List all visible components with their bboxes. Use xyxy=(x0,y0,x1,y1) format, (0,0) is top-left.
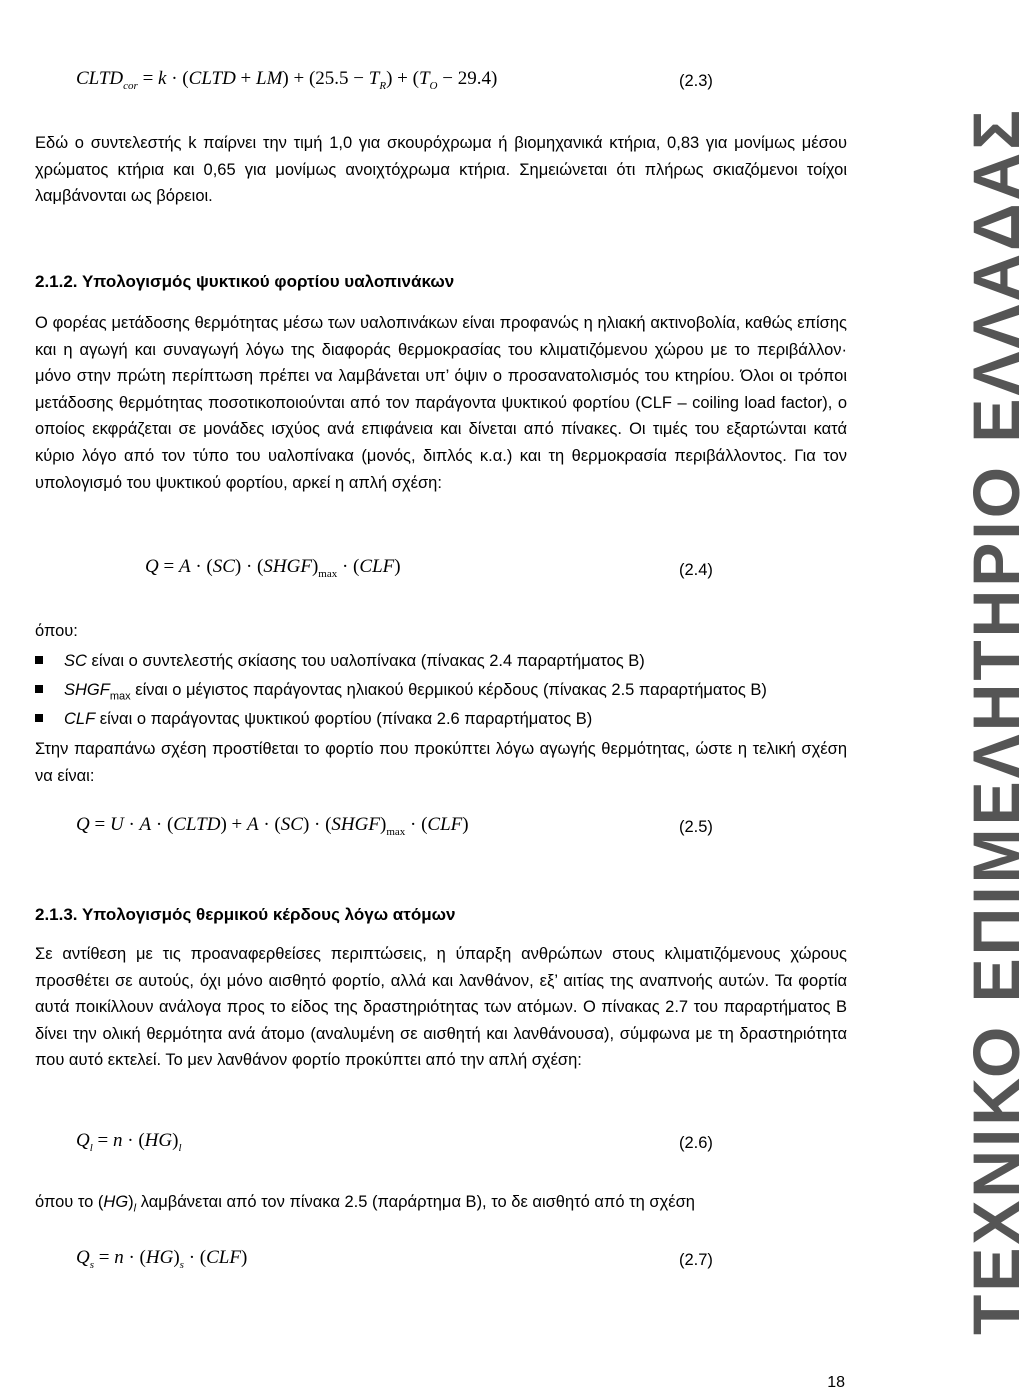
side-banner: ΤΕΧΝΙΚΟ ΕΠΙΜΕΛΗΤΗΡΙΟ ΕΛΛΑΔΑΣ xyxy=(959,107,1033,1335)
bullet-square-icon xyxy=(35,685,43,693)
equation-2-5: Q = U · A · (CLTD) + $A \cdot (SC) \cdot (SHGF)_{max} \cdot (CLF)$ xyxy=(76,814,469,838)
page-number: 18 xyxy=(827,1374,845,1391)
bullet-square-icon xyxy=(35,714,43,722)
section-heading: 2.1.3. Υπολογισμός θερμικού κέρδους λόγω ατόμων xyxy=(35,905,456,924)
equation-number: (2.7) xyxy=(679,1251,713,1269)
section-heading: 2.1.2. Υπολογισμός ψυκτικού φορτίου υαλοπινάκων xyxy=(35,272,455,291)
where-label: όπου: xyxy=(35,622,78,640)
equation-2-3: $CLTD_{cor} = k$ · (CLTD + $LM) + (25.5 - T_R) + (T_O - 29.4)$ xyxy=(76,68,498,92)
list-item: SC είναι ο συντελεστής σκίασης του υαλοπίνακα (πίνακας 2.4 παραρτήματος Β) xyxy=(35,652,645,671)
list-item: CLF είναι ο παράγοντας ψυκτικού φορτίου (πίνακα 2.6 παραρτήματος Β) xyxy=(35,710,592,729)
list-item: $SHGF_{max}$ είναι ο μέγιστος παράγοντας ηλιακού θερμικού κέρδους (πίνακας 2.5 παραρτήματος Β) xyxy=(35,681,767,702)
equation-number: (2.3) xyxy=(679,72,713,90)
paragraph: Στην παραπάνω σχέση προστίθεται το φορτίο που προκύπτει λόγω αγωγής θερμότητας, ώστε η τελική σχέση να είναι: xyxy=(35,740,847,785)
equation-2-6: $Q_l = n \cdot (HG)_l$ xyxy=(76,1130,182,1154)
equation-number: (2.6) xyxy=(679,1134,713,1152)
equation-number: (2.4) xyxy=(679,561,713,579)
paragraph: Ο φορέας μετάδοσης θερμότητας μέσω των υαλοπινάκων είναι προφανώς η ηλιακή ακτινοβολία, καθώς επίσης και η αγωγή και συναγωγή λόγω της διαφοράς θερμοκρασίας του κλιματιζόμενου χώρου με το περιβάλλον· μόνο στην πρώτη περίπτωση πρέπει να λαμβάνεται υπ’ όψιν ο προσανατολισμός του κτηρίου. Όλοι οι τρόποι μετάδοσης θερμότητας ποσοτικοποιούνται από τον παράγοντα ψυκτικού φορτίου (CLF – coiling load factor), ο οποίος εκφράζεται σε μονάδες ισχύος ανά επιφάνεια και δίνεται από πίνακες. Οι τιμές του εξαρτώνται κατά κύριο λόγο από τον τύπο του υαλοπίνακα (μονός, διπλός κ.α.) και τη θερμοκρασία περιβάλλοντος. Για τον υπολογισμό του ψυκτικού φορτίου, αρκεί η απλή σχέση: xyxy=(35,314,847,492)
paragraph: Σε αντίθεση με τις προαναφερθείσες περιπτώσεις, η ύπαρξη ανθρώπων στους κλιματιζόμενους χώρους προσθέτει σε αυτούς, όχι μόνο αισθητό φορτίο, αλλά και λανθάνον, εξ’ αιτίας της αναπνοής αυτών. Τα φορτία αυτά ποικίλλουν ανάλογα προς το είδος της δραστηριότητας των ατόμων. Ο πίνακας 2.7 του παραρτήματος Β δίνει την ολική θερμότητα ανά άτομο (αναλυμένη σε αισθητή και λανθάνουσα), σύμφωνα με τη δραστηριότητα που αυτό εκτελεί. Το μεν λανθάνον φορτίο προκύπτει από την απλή σχέση: xyxy=(35,945,847,1070)
bullet-square-icon xyxy=(35,656,43,664)
equation-2-4: $Q = A \cdot (SC) \cdot (SHGF)_{max} \cdot (CLF)$ xyxy=(145,556,401,580)
equation-2-7: $Q_s = n \cdot (HG)_s \cdot (CLF)$ xyxy=(76,1247,248,1271)
paragraph: Εδώ ο συντελεστής k παίρνει την τιμή 1,0 για σκουρόχρωμα ή βιομηχανικά κτήρια, 0,83 για μονίμως μέσου χρώματος κτήρια και 0,65 για μονίμως ανοιχτόχρωμα κτήρια. Σημειώνεται ότι πλήρως σκιαζόμενοι τοίχοι λαμβάνονται ως βόρειοι. xyxy=(35,134,847,206)
paragraph: όπου το $(HG)_l$ λαμβάνεται από τον πίνακα 2.5 (παράρτημα Β), το δε αισθητό από τη σχέση xyxy=(35,1193,695,1215)
equation-number: (2.5) xyxy=(679,818,713,836)
